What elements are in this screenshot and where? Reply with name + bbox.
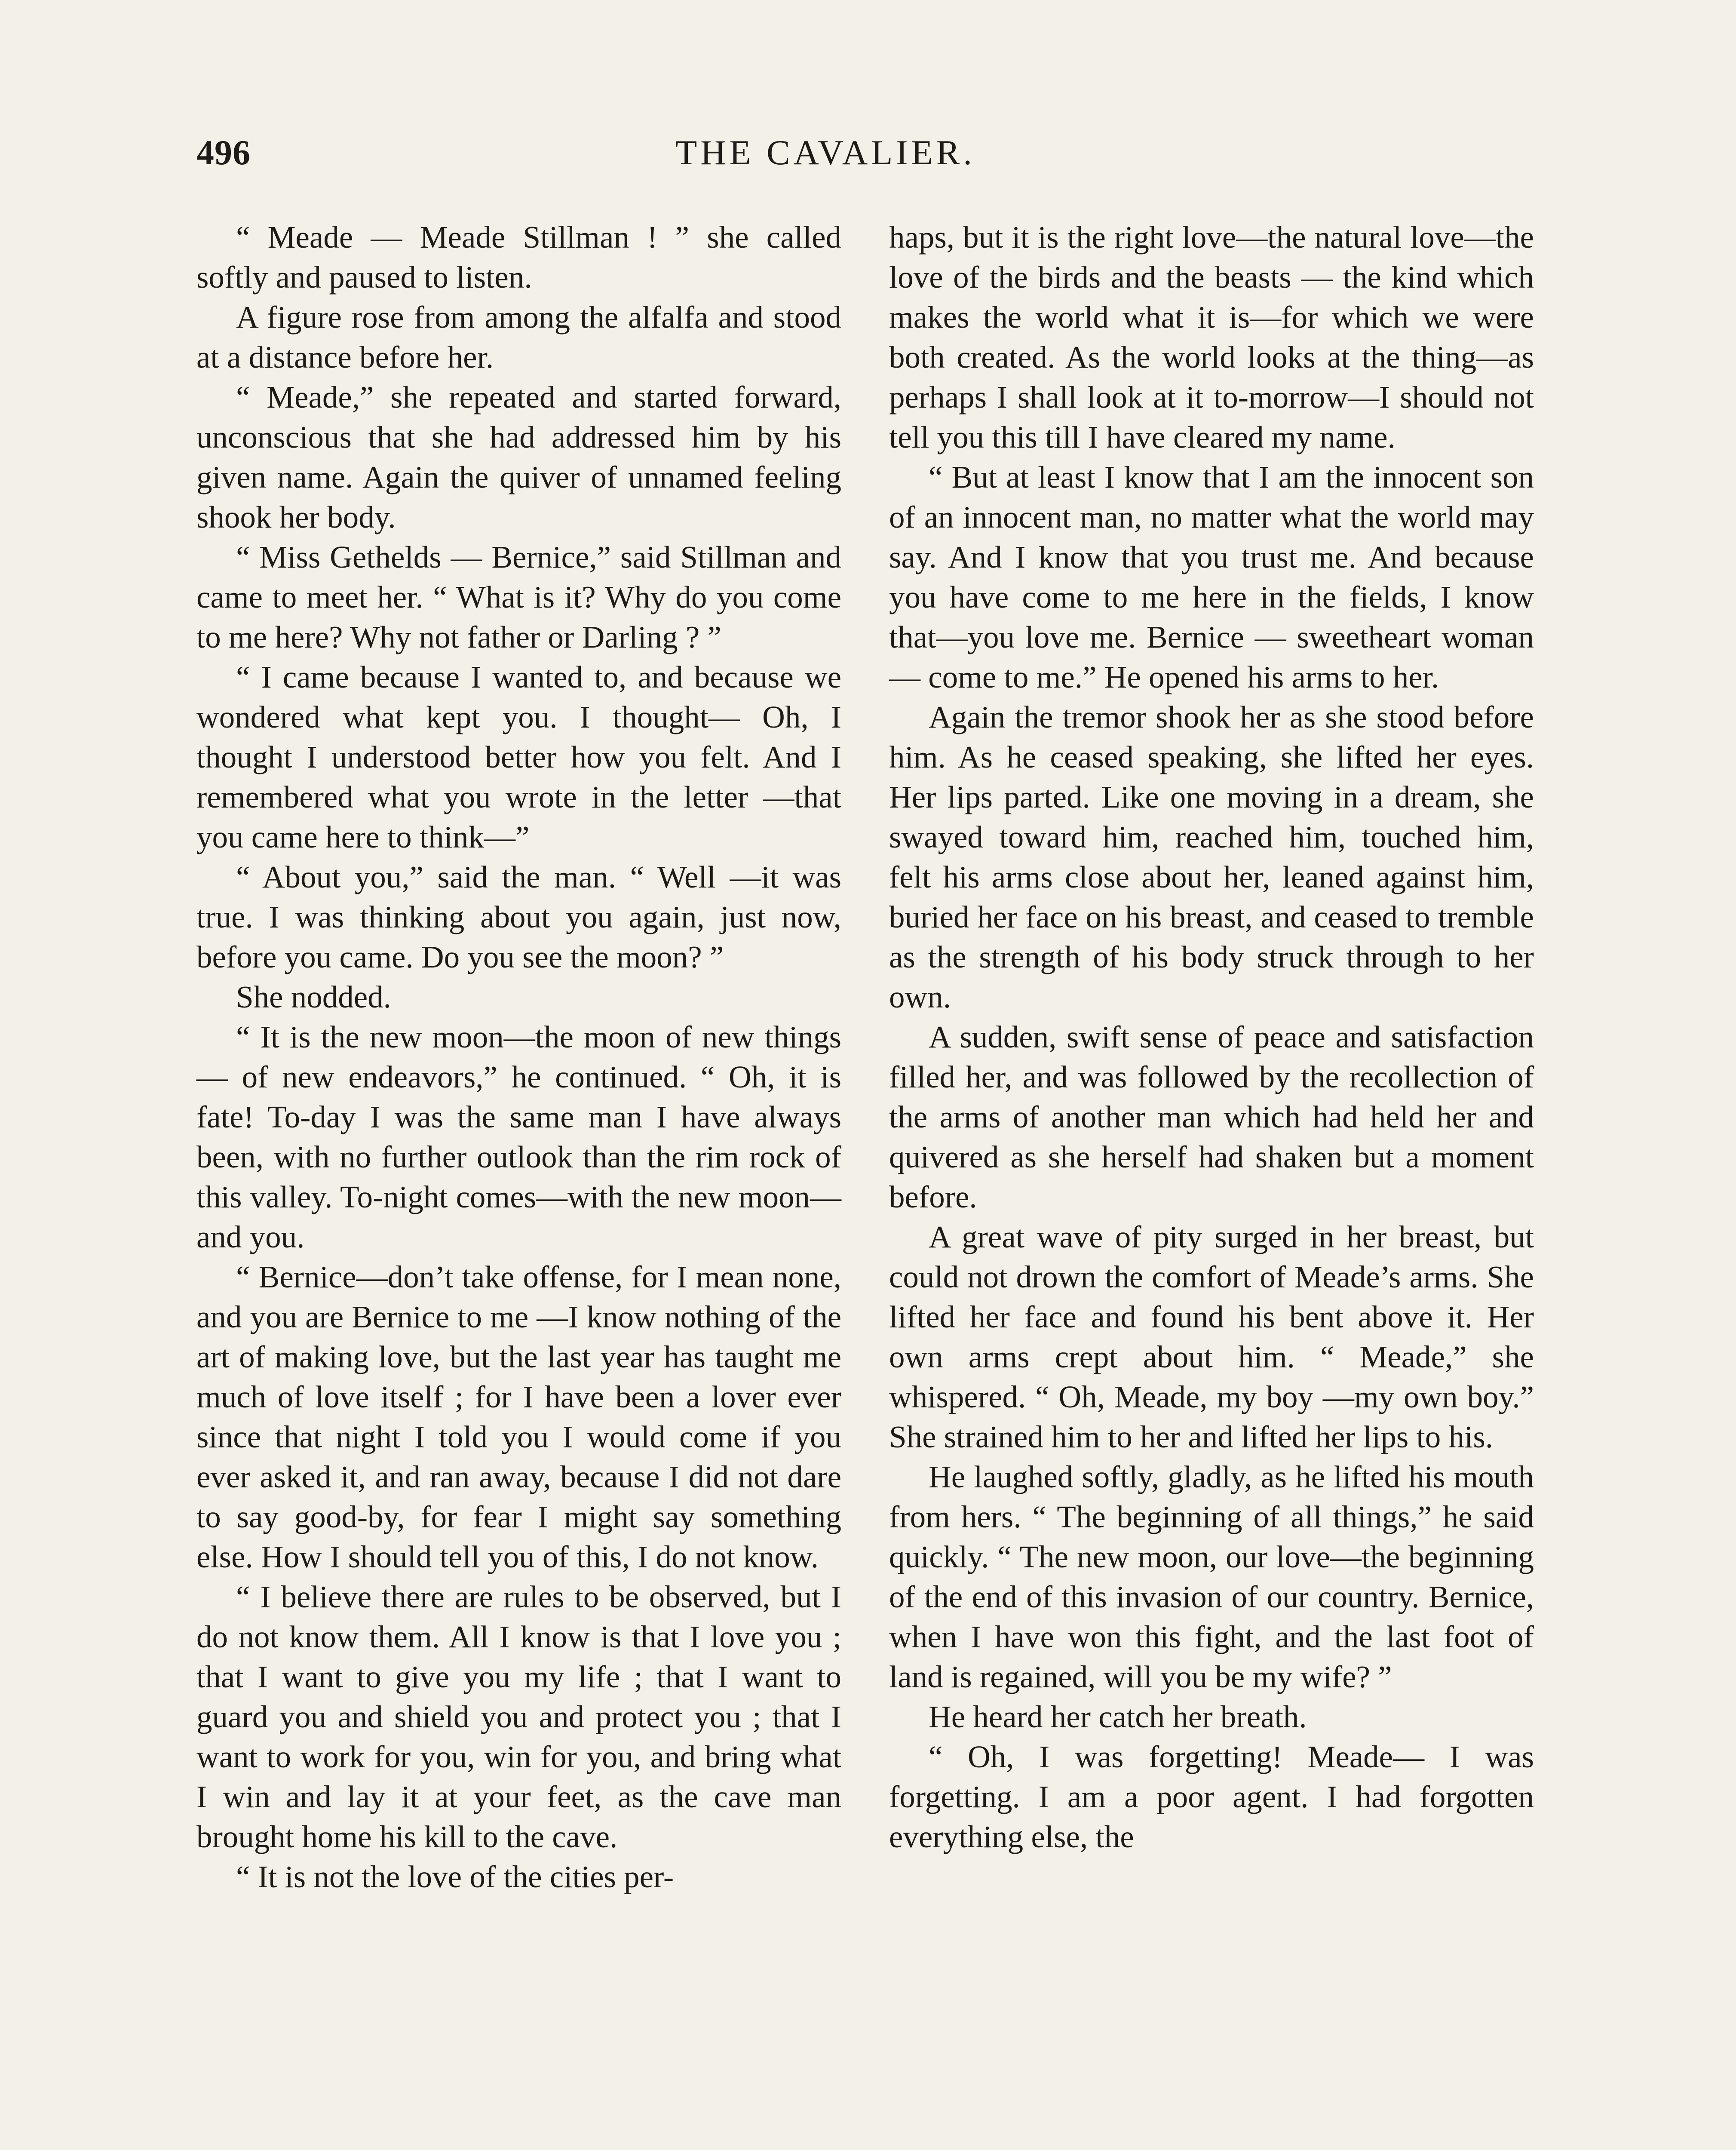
- text-column-right: [889, 217, 1534, 1857]
- paragraph: A sudden, swift sense of peace and satisfaction filled her, and was followed by the recollection of the arms of another man which had held her and quivered as she herself had shaken but a moment before.: [889, 1020, 1534, 1214]
- paragraph: “ It is not the love of the cities per-: [236, 1859, 674, 1894]
- paragraph: “ Miss Gethelds — Bernice,” said Stillman and came to meet her. “ What is it? Why do you come to me here? Why not father or Darling ? ”: [196, 540, 841, 654]
- paragraph: “ It is the new moon—the moon of new things — of new endeavors,” he continued. “ Oh, it is fate! To-day I was the same man I have always been, with no further outlook than the rim rock of this valley. To-night comes—with the new moon—and you.: [196, 1020, 841, 1254]
- paragraph: She nodded.: [236, 980, 391, 1014]
- paragraph: “ About you,” said the man. “ Well —it was true. I was thinking about you again, just now, before you came. Do you see the moon? ”: [196, 860, 841, 974]
- paragraph: Again the tremor shook her as she stood before him. As he ceased speaking, she lifted her eyes. Her lips parted. Like one moving in a dream, she swayed toward him, reached him, touched him, felt his arms close about her, leaned against him, buried her face on his breast, and ceased to tremble as the strength of his body struck through to her own.: [889, 700, 1534, 1014]
- paragraph: A great wave of pity surged in her breast, but could not drown the comfort of Meade’s arms. She lifted her face and found his bent above it. Her own arms crept about him. “ Meade,” she whispered. “ Oh, Meade, my boy —my own boy.” She strained him to her and lifted her lips to his.: [889, 1219, 1534, 1454]
- paragraph: “ I believe there are rules to be observed, but I do not know them. All I know is that I love you ; that I want to give you my life ; that I want to guard you and shield you and protect you ; that I want to work for you, win for you, and bring what I win and lay it at your feet, as the cave man brought home his kill to the cave.: [196, 1579, 841, 1854]
- paragraph: “ Oh, I was forgetting! Meade— I was forgetting. I am a poor agent. I had forgotten everything else, the: [889, 1739, 1534, 1854]
- running-title: THE CAVALIER.: [675, 133, 975, 172]
- paragraph: “ Meade — Meade Stillman ! ” she called softly and paused to listen.: [196, 220, 841, 295]
- paragraph: “ But at least I know that I am the innocent son of an innocent man, no matter what the world may say. And I know that you trust me. And because you have come to me here in the fields, I know that—you love me. Bernice — sweetheart woman — come to me.” He opened his arms to her.: [889, 460, 1534, 694]
- paragraph-continued: haps, but it is the right love—the natural love—the love of the birds and the beasts — the kind which makes the world what it is—for which we were both created. As the world looks at the thing—as perhaps I shall look at it to-morrow—I should not tell you this till I have cleared my name.: [889, 220, 1534, 455]
- paragraph: “ Meade,” she repeated and started forward, unconscious that she had addressed him by his given name. Again the quiver of unnamed feeling shook her body.: [196, 380, 841, 534]
- text-column-left: [196, 217, 841, 1897]
- paragraph: “ I came because I wanted to, and because we wondered what kept you. I thought— Oh, I thought I understood better how you felt. And I remembered what you wrote in the letter —that you came here to think—”: [196, 660, 841, 854]
- page-number: 496: [196, 133, 251, 172]
- paragraph: He heard her catch her breath.: [929, 1699, 1307, 1734]
- paragraph: “ Bernice—don’t take offense, for I mean none, and you are Bernice to me —I know nothing of the art of making love, but the last year has taught me much of love itself ; for I have been a lover ever since that night I told you I would come if you ever asked it, and ran away, because I did not dare to say good-by, for fear I might say something else. How I should tell you of this, I do not know.: [196, 1259, 841, 1574]
- paragraph: He laughed softly, gladly, as he lifted his mouth from hers. “ The beginning of all things,” he said quickly. “ The new moon, our love—the beginning of the end of this invasion of our country. Bernice, when I have won this fight, and the last foot of land is regained, will you be my wife? ”: [889, 1459, 1534, 1694]
- paragraph: A figure rose from among the alfalfa and stood at a distance before her.: [196, 300, 841, 375]
